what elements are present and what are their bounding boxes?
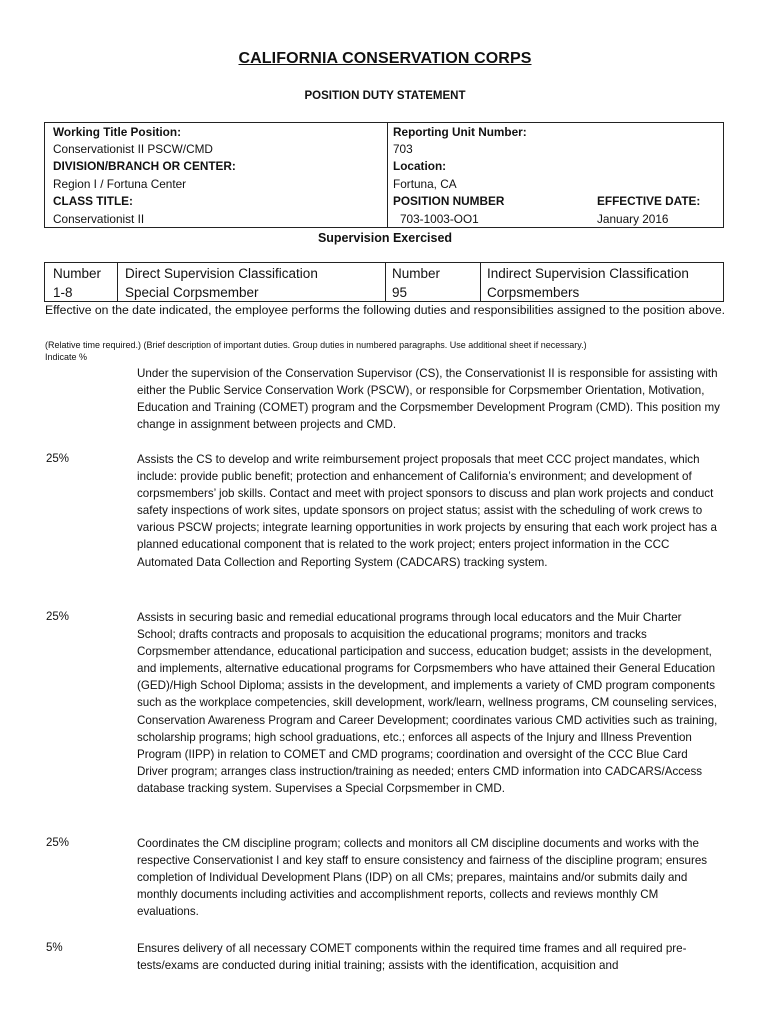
duty-percent: 5% — [46, 942, 63, 954]
column-divider — [480, 263, 481, 301]
reporting-unit-label: Reporting Unit Number: — [393, 125, 527, 139]
intro-statement: Effective on the date indicated, the employee performs the following duties and responsibilities assigned to the position above. — [45, 303, 725, 317]
duty-percent: 25% — [46, 837, 70, 849]
supervision-title: Supervision Exercised — [317, 231, 453, 245]
indirect-class-value: Corpsmembers — [487, 285, 580, 300]
direct-number-header: Number — [53, 266, 102, 281]
duty-text: Assists in securing basic and remedial educational programs through local educators and the Muir Charter School; drafts contracts and proposals to acquisition the educational programs; monitors and tracks Corpsmember attendance, educational participation and success, education budget; assists in the development, and implements, alternative educational programs for Corpsmembers who have attained their General Education (GED)/High School Diploma; assists in the development, and implements a variety of CMD program components such as the workplace competencies, skill development, work/learn, wellness programs, CM counseling services, Conservation Awareness Program and Career Development; coordinates various CMD activities such as training, scholarship programs; high school graduations, etc.; enforces all aspects of the Injury and Illness Prevention Program (IIPP) in relation to COMET and CMD programs; coordination and oversight of the CCC Blue Card Driver program; arranges class instruction/training as needed; enters CMD information into CADCARS/Access database tracking system. Supervises a Special Corpsmember in CMD. — [137, 611, 718, 795]
organization-title: CALIFORNIA CONSERVATION CORPS — [238, 50, 532, 67]
division-value: Region I / Fortuna Center — [53, 177, 187, 191]
location-label: Location: — [393, 159, 447, 173]
effective-date-value: January 2016 — [597, 212, 669, 226]
instructions-note: (Relative time required.) (Brief description of important duties. Group duties in numbered paragraphs. Use additional sheet if necessary.) — [45, 340, 587, 350]
info-divider — [387, 123, 388, 227]
supervision-table — [44, 262, 724, 302]
direct-class-value: Special Corpsmember — [125, 285, 259, 300]
column-divider — [117, 263, 118, 301]
duty-percent: 25% — [46, 611, 70, 623]
duty-text: Assists the CS to develop and write reimbursement project proposals that meet CCC project mandates, which include: provide public benefit; protection and enhancement of California’s environment; and development of corpsmembers’ job skills. Contact and meet with project sponsors to discuss and plan work projects and conduct safety inspections of work sites, update sponsors on project status; assist with the scheduling of work crews to various PSCW projects; integrate learning opportunities in work projects by ensuring that each work project has a planned educational component that is related to the work project; enters project information in the CCC Automated Data Collection and Reporting System (CADCARS) tracking system. — [137, 453, 717, 569]
effective-date-label: EFFECTIVE DATE: — [597, 194, 701, 208]
column-divider — [385, 263, 386, 301]
indirect-number-header: Number — [392, 266, 441, 281]
indirect-class-header: Indirect Supervision Classification — [487, 266, 689, 281]
duty-text: Coordinates the CM discipline program; collects and monitors all CM discipline documents and works with the respective Conservationist I and key staff to ensure consistency and fairness of the discipline program; ensures completion of Individual Development Plans (IDP) on all CMs; prepares, maintains and/or submits daily and monthly documents including activities and accomplishment reports, collects and reviews monthly CM evaluations. — [137, 837, 708, 919]
position-info-table — [44, 122, 724, 228]
direct-class-header: Direct Supervision Classification — [125, 266, 318, 281]
indirect-number-value: 95 — [392, 285, 408, 300]
location-value: Fortuna, CA — [393, 177, 457, 191]
duty-summary: Under the supervision of the Conservation Supervisor (CS), the Conservationist II is responsible for assisting with either the Public Service Conservation Work (PSCW), or responsible for Corpsmember Orientation, Motivation, Education and Training (COMET) program and the Corpsmember Development Program (CMD). This position my change in assignment between projects and CMD. — [137, 367, 720, 432]
indicate-percent-note: Indicate % — [45, 352, 88, 362]
division-label: DIVISION/BRANCH OR CENTER: — [53, 159, 236, 173]
working-title-value: Conservationist II PSCW/CMD — [53, 142, 213, 156]
working-title-label: Working Title Position: — [53, 125, 182, 139]
direct-number-value: 1-8 — [53, 285, 73, 300]
class-title-label: CLASS TITLE: — [53, 194, 133, 208]
duty-percent: 25% — [46, 453, 70, 465]
duty-text: Ensures delivery of all necessary COMET components within the required time frames and all required pre-tests/exams are conducted during initial training; assists with the identification, acquisition and — [137, 942, 687, 973]
position-number-value: 703-1003-OO1 — [400, 212, 479, 226]
class-title-value: Conservationist II — [53, 212, 145, 226]
reporting-unit-value: 703 — [393, 142, 413, 156]
document-type: POSITION DUTY STATEMENT — [304, 90, 466, 102]
position-number-label: POSITION NUMBER — [393, 194, 505, 208]
